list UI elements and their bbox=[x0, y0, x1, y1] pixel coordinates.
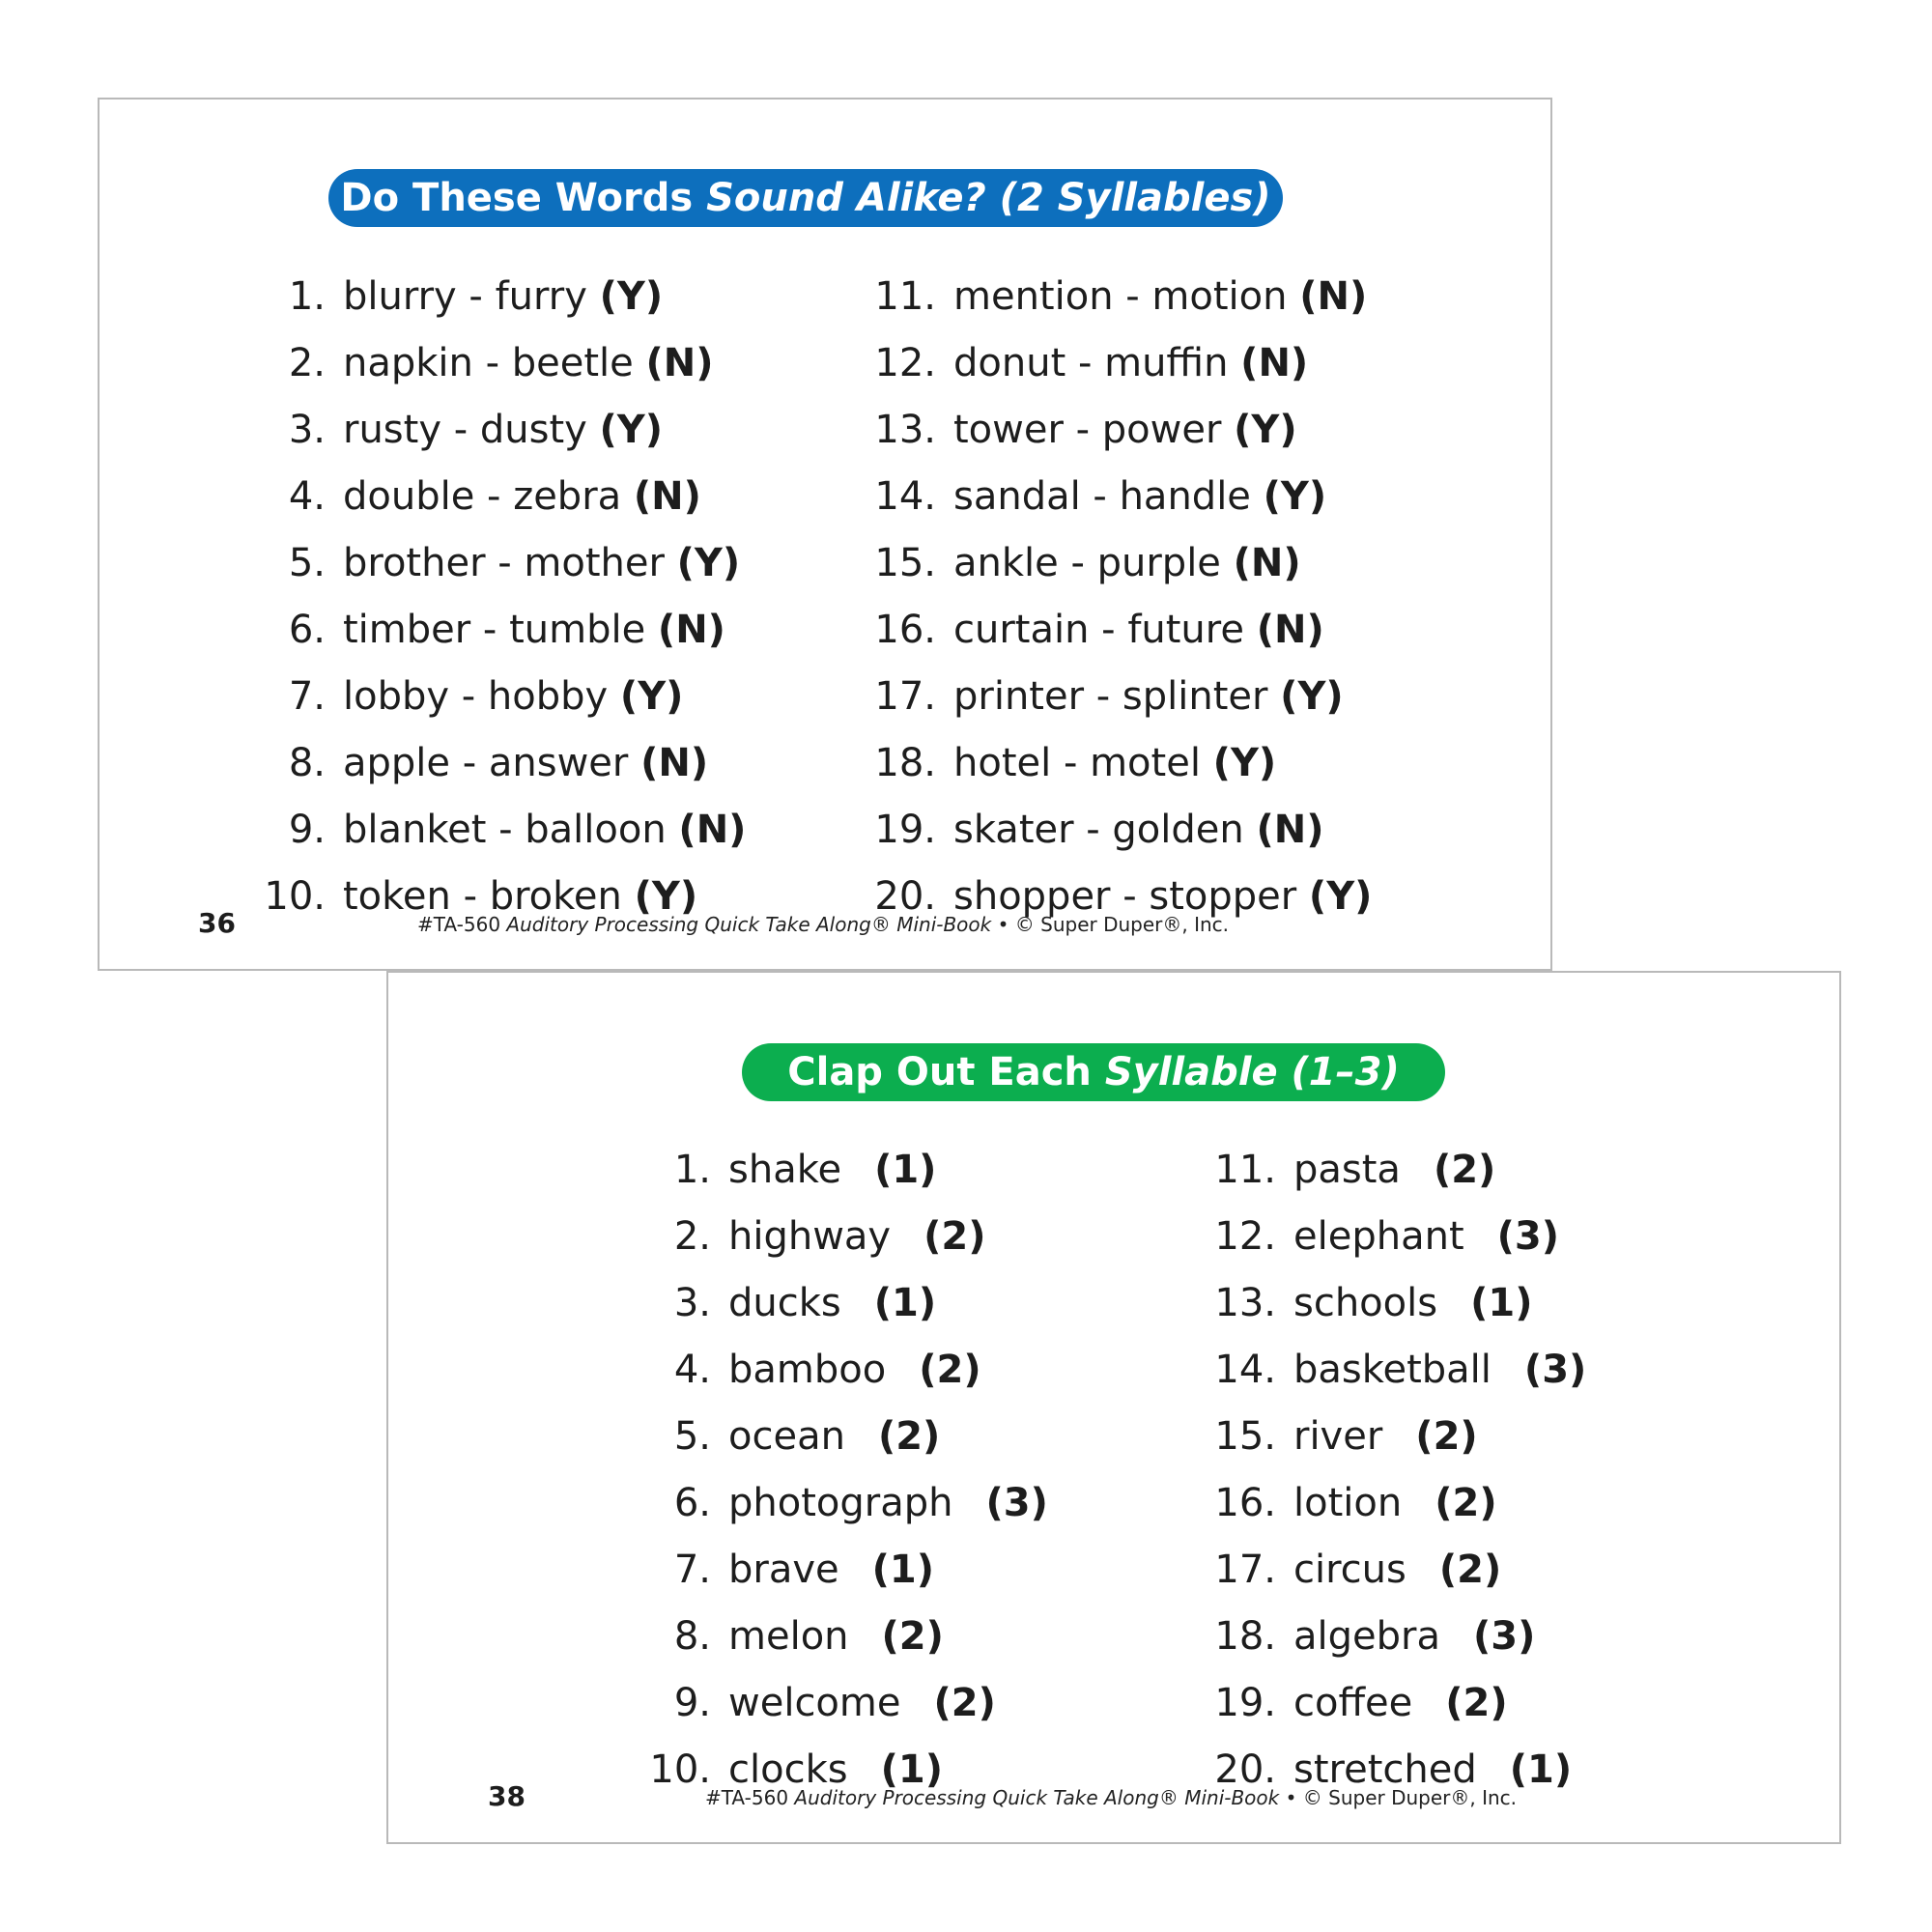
item-answer: (2) bbox=[877, 1414, 941, 1459]
page-title-banner bbox=[328, 169, 1283, 227]
item-answer: (Y) bbox=[1308, 874, 1373, 919]
item-answer: (3) bbox=[1523, 1348, 1587, 1392]
item-number: 20. bbox=[874, 874, 936, 919]
item-words: ducks bbox=[728, 1281, 841, 1325]
item-number: 2. bbox=[288, 341, 326, 385]
item-number: 1. bbox=[673, 1148, 711, 1192]
footer-book-title: Auditory Processing Quick Take Along® Mini-Book bbox=[506, 913, 992, 936]
list-item bbox=[874, 468, 1327, 526]
list-item bbox=[874, 268, 1368, 326]
item-words: hotel - motel bbox=[953, 741, 1201, 785]
item-answer: (2) bbox=[1435, 1481, 1497, 1525]
item-answer: (2) bbox=[881, 1614, 944, 1659]
item-answer: (2) bbox=[919, 1348, 981, 1392]
list-item bbox=[874, 534, 1301, 592]
item-number: 19. bbox=[1214, 1681, 1276, 1725]
item-answer: (N) bbox=[1256, 808, 1324, 852]
item-answer: (N) bbox=[1233, 541, 1301, 585]
item-words: ocean bbox=[728, 1414, 845, 1459]
item-words: clocks bbox=[728, 1747, 848, 1792]
item-words: river bbox=[1293, 1414, 1383, 1459]
item-words: shake bbox=[728, 1148, 842, 1192]
item-number: 12. bbox=[1214, 1214, 1276, 1259]
item-words: shopper - stopper bbox=[953, 874, 1297, 919]
list-item bbox=[673, 1208, 986, 1265]
footer-copyright: • © Super Duper®, Inc. bbox=[1285, 1786, 1518, 1809]
book-page-38 bbox=[386, 971, 1841, 1844]
title-italic-text: Sound Alike? (2 Syllables) bbox=[706, 176, 1271, 220]
item-words: ankle - purple bbox=[953, 541, 1221, 585]
item-number: 8. bbox=[673, 1614, 711, 1659]
item-words: mention - motion bbox=[953, 274, 1288, 319]
item-words: token - broken bbox=[343, 874, 622, 919]
list-item bbox=[874, 601, 1324, 659]
footer-code: #TA-560 bbox=[417, 913, 501, 936]
list-item bbox=[1214, 1208, 1560, 1265]
item-number: 9. bbox=[288, 808, 326, 852]
item-number: 9. bbox=[673, 1681, 711, 1725]
list-item bbox=[1214, 1141, 1496, 1199]
item-answer: (N) bbox=[657, 608, 725, 652]
item-number: 16. bbox=[874, 608, 936, 652]
item-answer: (3) bbox=[1472, 1614, 1536, 1659]
item-answer: (Y) bbox=[599, 408, 664, 452]
item-number: 3. bbox=[673, 1281, 711, 1325]
item-number: 13. bbox=[874, 408, 936, 452]
item-number: 1. bbox=[288, 274, 326, 319]
list-item bbox=[288, 734, 709, 792]
title-plain-text: Do These Words bbox=[340, 176, 707, 220]
item-answer: (N) bbox=[633, 474, 701, 519]
list-item bbox=[874, 801, 1324, 859]
item-answer: (Y) bbox=[599, 274, 664, 319]
item-number: 15. bbox=[874, 541, 936, 585]
item-answer: (Y) bbox=[1234, 408, 1297, 452]
item-number: 8. bbox=[288, 741, 326, 785]
item-answer: (Y) bbox=[1212, 741, 1277, 785]
item-number: 15. bbox=[1214, 1414, 1276, 1459]
item-words: algebra bbox=[1293, 1614, 1440, 1659]
list-item bbox=[673, 1474, 1048, 1532]
item-number: 19. bbox=[874, 808, 936, 852]
item-number: 10. bbox=[264, 874, 326, 919]
item-words: sandal - handle bbox=[953, 474, 1251, 519]
item-answer: (2) bbox=[1433, 1148, 1496, 1192]
footer-book-title: Auditory Processing Quick Take Along® Mini-Book bbox=[794, 1786, 1280, 1809]
item-answer: (Y) bbox=[619, 674, 684, 719]
item-answer: (Y) bbox=[1280, 674, 1344, 719]
item-number: 6. bbox=[288, 608, 326, 652]
item-words: donut - muffin bbox=[953, 341, 1229, 385]
item-words: tower - power bbox=[953, 408, 1222, 452]
item-number: 14. bbox=[1214, 1348, 1276, 1392]
book-page-36 bbox=[98, 98, 1552, 971]
item-number: 17. bbox=[1214, 1548, 1276, 1592]
item-number: 10. bbox=[649, 1747, 711, 1792]
list-item bbox=[288, 534, 741, 592]
list-item bbox=[1214, 1407, 1478, 1465]
item-words: napkin - beetle bbox=[343, 341, 634, 385]
item-words: highway bbox=[728, 1214, 892, 1259]
item-number: 6. bbox=[673, 1481, 711, 1525]
item-answer: (2) bbox=[1415, 1414, 1478, 1459]
list-item bbox=[673, 1407, 941, 1465]
item-number: 4. bbox=[673, 1348, 711, 1392]
item-words: schools bbox=[1293, 1281, 1438, 1325]
item-words: circus bbox=[1293, 1548, 1406, 1592]
item-answer: (1) bbox=[1470, 1281, 1533, 1325]
title-plain-text: Clap Out Each bbox=[787, 1050, 1105, 1094]
item-words: lotion bbox=[1293, 1481, 1403, 1525]
item-words: double - zebra bbox=[343, 474, 622, 519]
list-item bbox=[288, 268, 664, 326]
list-item bbox=[288, 801, 747, 859]
list-item bbox=[1214, 1674, 1508, 1732]
item-words: welcome bbox=[728, 1681, 901, 1725]
list-item bbox=[288, 334, 714, 392]
item-words: printer - splinter bbox=[953, 674, 1268, 719]
list-item bbox=[673, 1141, 937, 1199]
item-answer: (Y) bbox=[1263, 474, 1327, 519]
list-item bbox=[673, 1607, 944, 1665]
list-item bbox=[874, 734, 1277, 792]
item-answer: (1) bbox=[873, 1281, 937, 1325]
item-answer: (N) bbox=[640, 741, 709, 785]
item-words: brave bbox=[728, 1548, 839, 1592]
item-number: 5. bbox=[673, 1414, 711, 1459]
list-item bbox=[673, 1341, 981, 1399]
item-words: coffee bbox=[1293, 1681, 1413, 1725]
list-item bbox=[288, 468, 701, 526]
item-answer: (1) bbox=[874, 1148, 937, 1192]
item-number: 3. bbox=[288, 408, 326, 452]
item-number: 16. bbox=[1214, 1481, 1276, 1525]
item-words: curtain - future bbox=[953, 608, 1244, 652]
item-answer: (2) bbox=[933, 1681, 996, 1725]
page-number: 36 bbox=[198, 907, 236, 939]
item-number: 13. bbox=[1214, 1281, 1276, 1325]
item-answer: (1) bbox=[871, 1548, 935, 1592]
item-answer: (2) bbox=[1438, 1548, 1502, 1592]
item-answer: (Y) bbox=[634, 874, 698, 919]
list-item bbox=[288, 401, 664, 459]
item-words: lobby - hobby bbox=[343, 674, 609, 719]
list-item bbox=[874, 401, 1297, 459]
footer-code: #TA-560 bbox=[705, 1786, 789, 1809]
list-item bbox=[673, 1674, 996, 1732]
item-words: blanket - balloon bbox=[343, 808, 667, 852]
list-item bbox=[1214, 1541, 1502, 1599]
item-words: basketball bbox=[1293, 1348, 1492, 1392]
item-number: 5. bbox=[288, 541, 326, 585]
item-words: rusty - dusty bbox=[343, 408, 587, 452]
item-number: 20. bbox=[1214, 1747, 1276, 1792]
page-number: 38 bbox=[488, 1780, 526, 1812]
item-answer: (3) bbox=[985, 1481, 1048, 1525]
item-answer: (N) bbox=[678, 808, 747, 852]
item-number: 18. bbox=[1214, 1614, 1276, 1659]
list-item bbox=[288, 668, 684, 725]
list-item bbox=[874, 668, 1344, 725]
item-number: 7. bbox=[288, 674, 326, 719]
item-number: 12. bbox=[874, 341, 936, 385]
page-footer bbox=[417, 913, 1229, 936]
item-number: 11. bbox=[874, 274, 936, 319]
item-words: melon bbox=[728, 1614, 849, 1659]
item-answer: (N) bbox=[1240, 341, 1309, 385]
item-number: 14. bbox=[874, 474, 936, 519]
item-answer: (1) bbox=[1509, 1747, 1573, 1792]
item-number: 2. bbox=[673, 1214, 711, 1259]
list-item bbox=[288, 601, 725, 659]
item-words: elephant bbox=[1293, 1214, 1464, 1259]
item-answer: (1) bbox=[880, 1747, 943, 1792]
list-item bbox=[1214, 1274, 1533, 1332]
item-words: brother - mother bbox=[343, 541, 665, 585]
item-number: 17. bbox=[874, 674, 936, 719]
item-words: timber - tumble bbox=[343, 608, 646, 652]
list-item bbox=[673, 1274, 937, 1332]
title-italic-text: Syllable (1–3) bbox=[1104, 1050, 1400, 1094]
item-answer: (Y) bbox=[676, 541, 741, 585]
item-words: apple - answer bbox=[343, 741, 629, 785]
item-words: pasta bbox=[1293, 1148, 1401, 1192]
item-number: 11. bbox=[1214, 1148, 1276, 1192]
item-answer: (N) bbox=[1299, 274, 1368, 319]
item-answer: (2) bbox=[1445, 1681, 1508, 1725]
item-number: 4. bbox=[288, 474, 326, 519]
list-item bbox=[673, 1541, 935, 1599]
item-words: photograph bbox=[728, 1481, 953, 1525]
page-title-banner bbox=[742, 1043, 1445, 1101]
item-answer: (2) bbox=[923, 1214, 986, 1259]
item-words: bamboo bbox=[728, 1348, 887, 1392]
footer-copyright: • © Super Duper®, Inc. bbox=[997, 913, 1230, 936]
item-answer: (3) bbox=[1496, 1214, 1560, 1259]
item-words: skater - golden bbox=[953, 808, 1244, 852]
list-item bbox=[1214, 1341, 1587, 1399]
list-item bbox=[1214, 1474, 1497, 1532]
item-words: blurry - furry bbox=[343, 274, 587, 319]
item-answer: (N) bbox=[1256, 608, 1324, 652]
item-number: 18. bbox=[874, 741, 936, 785]
list-item bbox=[874, 334, 1309, 392]
item-number: 7. bbox=[673, 1548, 711, 1592]
list-item bbox=[1214, 1607, 1536, 1665]
page-footer bbox=[705, 1786, 1517, 1809]
item-words: stretched bbox=[1293, 1747, 1477, 1792]
item-answer: (N) bbox=[645, 341, 714, 385]
